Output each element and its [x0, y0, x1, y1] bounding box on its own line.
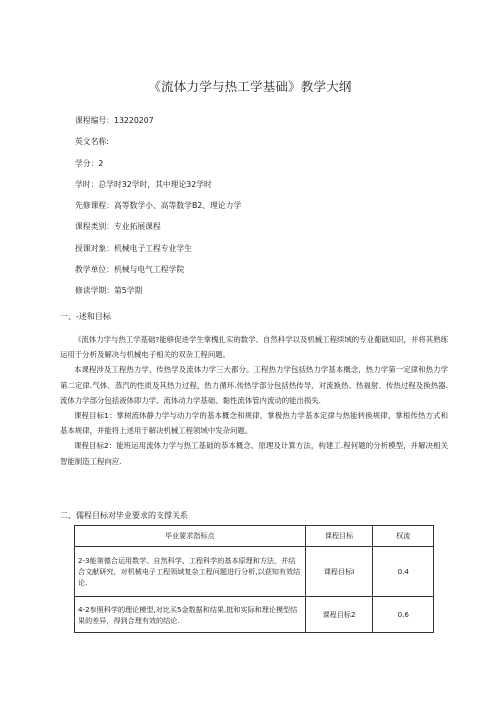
course-category: 课程类别：专业拓展课程 — [75, 222, 161, 232]
prerequisites: 先修课程：高等数学小、高等数学B2、理论力学 — [75, 201, 242, 211]
hours: 学时：总学时32学时，其中理论32学时 — [75, 179, 212, 189]
header-requirement: 毕业要求指标点 — [75, 526, 306, 547]
audience: 授课对象：机械电子工程专业学生 — [75, 243, 192, 253]
paragraph: 课程目标1：掌树流体静力学与动力学的基本概念和规律，掌极热力学基本定律与热能转换规律，掌根传热方式和基本规律，并能将上述用于解决机械工程领域中发杂问题。 — [60, 411, 448, 436]
cell-goal: 课程目标2 — [305, 597, 373, 633]
section-heading-support: 二、儒程目标对毕业要求的支撑关系 — [60, 511, 188, 520]
course-meta — [75, 116, 455, 308]
english-name: 英文名称: — [75, 137, 109, 147]
cell-requirement: 2-3能第德合运用数学、自然科学、工程科学的基本原理和方法，并结合文献研究，对机械电子工程领域复杂工程问题进行分析,以获知有效结论. — [75, 547, 306, 597]
paragraph: 《流体力学与热工学基础?能够促进学生掌槐扎实的数学、自然科学以及机械工程续域的专业葡础知识，并将其熟练运用于分析及解决与机械电子相关的双杂工程问题。 — [60, 335, 448, 360]
course-code: 课程编号：13220207 — [75, 116, 154, 125]
table-row — [75, 597, 434, 633]
table-header-row — [75, 526, 434, 547]
cell-requirement: 4-2参照科学的理论模型,对比买5金数据和结果,挺和实际和理论模型结果的差异，得到合理有效的结论. — [75, 597, 306, 633]
cell-weight: 0.6 — [373, 597, 434, 633]
cell-weight: 0.4 — [373, 547, 434, 597]
overview-text — [60, 332, 448, 469]
document-title: 《流体力学与热工学基础》教学大纲 — [148, 79, 352, 94]
paragraph: 本课程涉及工程热力学、传热学及流体力学三大都分。工程热力学包括热力学基本概念，热力学第一定律和热力学第二定律.气体、蒸汽的性质及其热力过程，热力循环.传热学部分包括热传导、对流换热、热福射、传热过程及换热器.流体力学部分包括液体即力学、流体动力学基础、黏性流体管内流动的能出损失. — [60, 365, 448, 405]
semester: 修读学期：第5学期 — [75, 286, 143, 296]
header-weight: 权流 — [373, 526, 434, 547]
header-goal: 课程目标 — [305, 526, 373, 547]
cell-goal: 课程目标I — [305, 547, 373, 597]
section-heading-overview: 一、-述和目标 — [60, 312, 111, 321]
teaching-unit: 教学单位：机械与电气工程学院 — [75, 265, 185, 275]
requirements-table — [74, 525, 434, 633]
credits: 学分：2 — [75, 158, 104, 168]
table-row — [75, 547, 434, 597]
paragraph: 课程目标2：能班运用流体力学与热工基础的恭本概念、原理及计算方法，构建工.程何题的分析模型，并解决相关智能制造工程向应. — [60, 441, 448, 466]
